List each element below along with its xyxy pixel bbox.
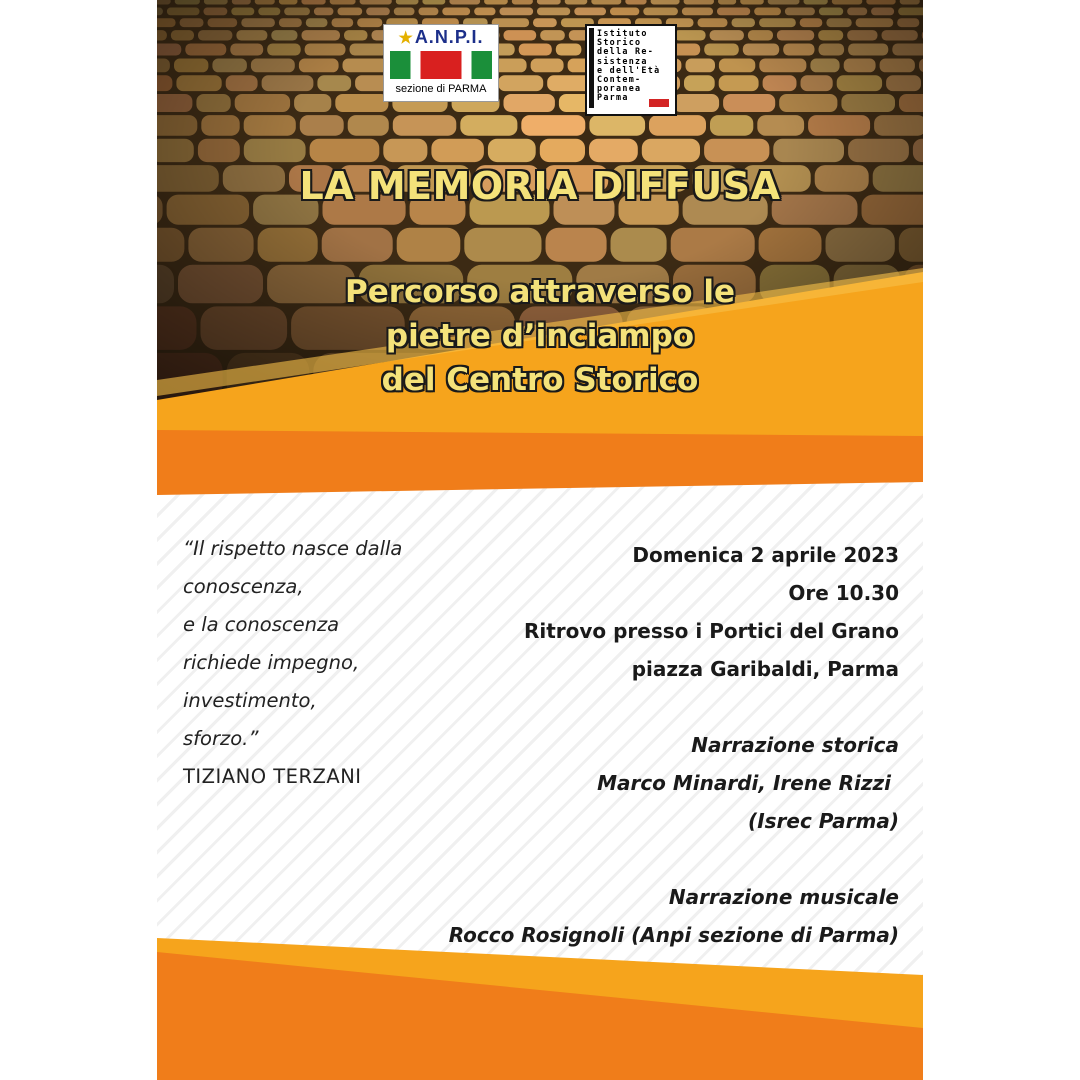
historical-narration-heading: Narrazione storica: [691, 733, 899, 757]
quote-line: sforzo.”: [183, 727, 259, 750]
event-meeting-point: Ritrovo presso i Portici del Grano: [523, 619, 899, 643]
quote-line: richiede impegno,: [183, 651, 360, 674]
quote-author: TIZIANO TERZANI: [183, 765, 362, 788]
historical-narration-people: Marco Minardi, Irene Rizzi: [597, 771, 891, 795]
italian-flag-icon: [390, 51, 492, 79]
poster: [157, 0, 923, 1080]
anpi-logo: [383, 24, 499, 102]
subtitle-line: pietre d’inciampo: [385, 318, 695, 354]
anpi-subtitle: sezione di PARMA: [395, 83, 487, 95]
isrec-logo-text: Istituto Storico della Re- sistenza e dell'Età Contem- poranea Parma: [597, 28, 661, 103]
isrec-logo: [585, 24, 677, 116]
subtitle-line: Percorso attraverso le: [344, 274, 735, 310]
quote-line: “Il rispetto nasce dalla: [183, 537, 403, 560]
subtitle-line: del Centro Storico: [381, 362, 699, 398]
poster-subtitle: [157, 270, 923, 402]
event-time: Ore 10.30: [788, 581, 899, 605]
historical-narration-org: (Isrec Parma): [748, 809, 899, 833]
quote-line: e la conoscenza: [183, 613, 340, 636]
event-date: Domenica 2 aprile 2023: [632, 543, 899, 567]
quote-line: conoscenza,: [183, 575, 304, 598]
musical-narration-people: Rocco Rosignoli (Anpi sezione di Parma): [448, 923, 899, 947]
poster-title: LA MEMORIA DIFFUSA: [299, 164, 781, 208]
quote-line: investimento,: [183, 689, 317, 712]
isrec-logo-bar: [589, 28, 594, 108]
star-icon: ★: [398, 30, 414, 47]
isrec-logo-red-mark: [649, 99, 669, 107]
event-address: piazza Garibaldi, Parma: [631, 657, 899, 681]
anpi-title: ★A.N.P.I.: [398, 27, 484, 47]
musical-narration-heading: Narrazione musicale: [668, 885, 899, 909]
event-details: [419, 536, 899, 954]
